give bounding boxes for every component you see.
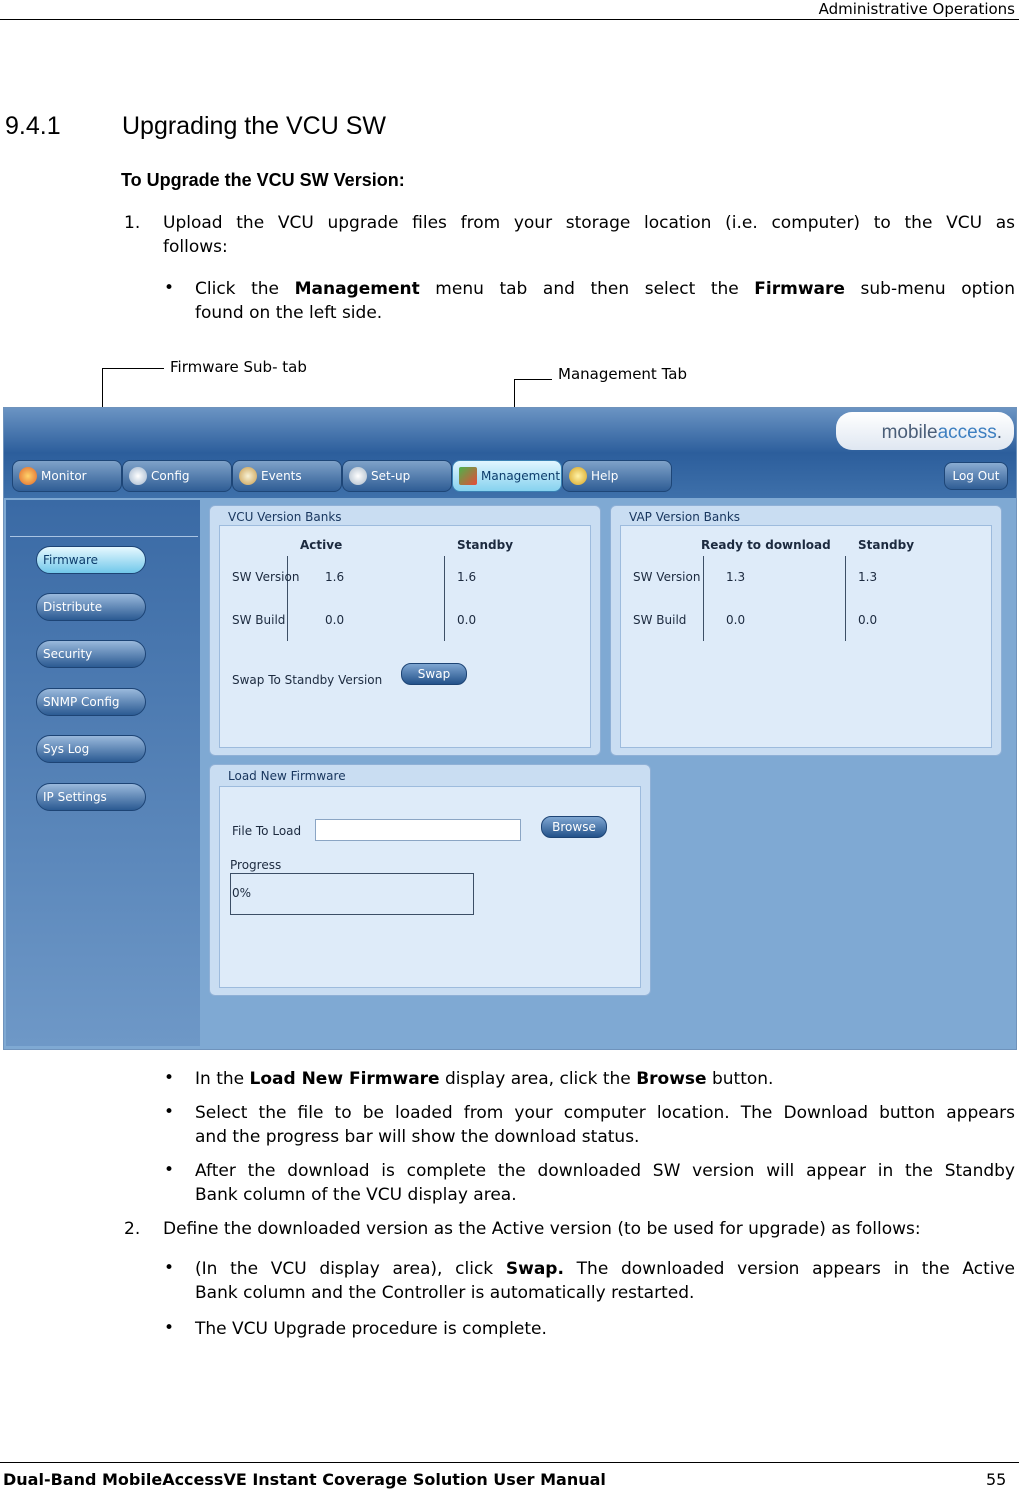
bullet-marker: •: [164, 1258, 175, 1278]
bullet-marker: •: [164, 1160, 175, 1180]
vap-panel-body: [620, 525, 992, 748]
top-bar: [4, 408, 1016, 498]
vcu-standby-sw-version: 1.6: [457, 570, 477, 584]
sidebar-divider: [10, 536, 198, 537]
bullet2-bold-load: Load New Firmware: [249, 1069, 440, 1089]
tab-events[interactable]: [232, 460, 342, 492]
vcu-row-sw-build-label: SW Build: [232, 613, 286, 627]
vcu-panel-title: VCU Version Banks: [228, 510, 342, 524]
logo-text: [882, 422, 1002, 444]
sidebar-item-ip-settings[interactable]: IP Settings: [36, 783, 146, 811]
progress-value: 0%: [232, 886, 252, 900]
callout-management: Management Tab: [558, 365, 687, 383]
sidebar-item-sys-log[interactable]: Sys Log: [36, 735, 146, 763]
step1-line1: Upload the VCU upgrade files from your storage location (i.e. computer) to the VCU as: [163, 213, 1015, 233]
tab-config-label: Config: [151, 469, 190, 483]
bullet3-line1: Select the file to be loaded from your computer location. The Download button appears: [195, 1103, 1015, 1123]
step2-number: 2.: [124, 1219, 141, 1239]
wrench-icon: [129, 467, 147, 485]
header-rule: [0, 19, 1019, 20]
vap-col-standby: Standby: [858, 538, 915, 552]
management-icon: [459, 467, 477, 485]
tab-help[interactable]: [562, 460, 672, 492]
vcu-version-banks-panel: [209, 505, 601, 756]
vcu-divider-2: [444, 556, 445, 641]
section-number: 9.4.1: [5, 112, 61, 140]
vap-row-sw-version-label: SW Version: [633, 570, 701, 584]
footer-title: Dual-Band MobileAccessVE Instant Coverage Solution User Manual: [3, 1470, 606, 1489]
tab-help-label: Help: [591, 469, 619, 483]
vap-ready-sw-version: 1.3: [726, 570, 746, 584]
bullet5-line2: Bank column and the Controller is automatically restarted.: [195, 1283, 695, 1303]
vap-standby-sw-version: 1.3: [858, 570, 878, 584]
sidebar-item-distribute[interactable]: Distribute: [36, 593, 146, 621]
bullet1-bold-management: Management: [294, 279, 420, 299]
logo-text-b: access: [937, 422, 997, 443]
file-to-load-input[interactable]: [315, 819, 521, 841]
swap-label: Swap To Standby Version: [232, 673, 383, 687]
bullet2-text-b: display area, click the: [439, 1069, 637, 1089]
swap-button[interactable]: Swap: [401, 663, 467, 685]
vcu-col-active: Active: [300, 538, 343, 552]
vcu-active-sw-version: 1.6: [325, 570, 345, 584]
vcu-active-sw-build: 0.0: [325, 613, 345, 627]
bullet5-line1: [195, 1257, 1015, 1281]
load-new-firmware-panel: [209, 764, 651, 996]
bullet-marker: •: [164, 1068, 175, 1088]
bullet1-text-b: menu tab and then select the: [419, 279, 755, 299]
logout-button[interactable]: Log Out: [944, 462, 1008, 490]
bullet1-text-a: Click the: [195, 279, 295, 299]
vap-divider-2: [845, 556, 846, 641]
vap-divider-1: [703, 556, 704, 641]
sidebar-item-security[interactable]: Security: [36, 640, 146, 668]
bullet2: [195, 1067, 773, 1091]
bullet-marker: •: [164, 278, 175, 298]
bullet4-line1: After the download is complete the downloaded SW version will appear in the Standby: [195, 1161, 1015, 1181]
bullet1-line2: found on the left side.: [195, 303, 383, 323]
step1-line2: follows:: [163, 237, 228, 257]
load-panel-body: [219, 786, 641, 988]
callout-management-line-h: [514, 379, 552, 380]
bullet2-bold-browse: Browse: [636, 1069, 707, 1089]
vcu-row-sw-version-label: SW Version: [232, 570, 300, 584]
vcu-col-standby: Standby: [457, 538, 514, 552]
mobileaccess-logo: [836, 412, 1014, 450]
bullet5-bold-swap: Swap.: [505, 1259, 564, 1279]
monitor-icon: [19, 467, 37, 485]
bullet3-line2: and the progress bar will show the download status.: [195, 1127, 640, 1147]
tab-events-label: Events: [261, 469, 302, 483]
tab-setup[interactable]: [342, 460, 452, 492]
vcu-panel-body: [219, 525, 591, 748]
bullet6: The VCU Upgrade procedure is complete.: [195, 1319, 547, 1339]
tab-config[interactable]: [122, 460, 232, 492]
vcu-standby-sw-build: 0.0: [457, 613, 477, 627]
callout-firmware: Firmware Sub- tab: [170, 358, 307, 376]
bullet2-text-a: In the: [195, 1069, 250, 1089]
vap-panel-title: VAP Version Banks: [629, 510, 741, 524]
bullet-marker: •: [164, 1318, 175, 1338]
bullet1-bold-firmware: Firmware: [754, 279, 845, 299]
bullet2-text-c: button.: [706, 1069, 774, 1089]
running-header: Administrative Operations: [818, 0, 1015, 18]
page-number: 55: [986, 1470, 1007, 1489]
browse-button[interactable]: Browse: [541, 816, 607, 838]
vap-version-banks-panel: [610, 505, 1002, 756]
bullet5-text-b: The downloaded version appears in the Active: [563, 1259, 1015, 1279]
bullet4-line2: Bank column of the VCU display area.: [195, 1185, 517, 1205]
logo-text-a: mobile: [881, 422, 938, 443]
events-icon: [239, 467, 257, 485]
callout-firmware-line-h: [102, 368, 164, 369]
tools-icon: [349, 467, 367, 485]
bullet1-text-c: sub-menu option: [844, 279, 1015, 299]
tab-management[interactable]: [452, 460, 562, 492]
sidebar: [6, 500, 200, 1046]
step2-text: Define the downloaded version as the Active version (to be used for upgrade) as follows:: [163, 1219, 921, 1239]
vap-ready-sw-build: 0.0: [726, 613, 746, 627]
tab-setup-label: Set-up: [371, 469, 411, 483]
vap-standby-sw-build: 0.0: [858, 613, 878, 627]
section-heading: [5, 112, 386, 141]
load-panel-title: Load New Firmware: [228, 769, 346, 783]
vcu-divider-1: [287, 556, 288, 641]
bullet1-line1: [195, 277, 1015, 301]
app-screenshot: [3, 407, 1017, 1050]
help-book-icon: [569, 467, 587, 485]
progress-label: Progress: [230, 858, 282, 872]
tab-monitor[interactable]: [12, 460, 122, 492]
progress-bar: [230, 873, 474, 915]
footer-rule: [0, 1462, 1019, 1463]
step1-number: 1.: [124, 213, 141, 233]
logo-text-c: .: [996, 422, 1002, 443]
bullet5-text-a: (In the VCU display area), click: [195, 1259, 506, 1279]
sidebar-item-firmware[interactable]: Firmware: [36, 546, 146, 574]
vap-row-sw-build-label: SW Build: [633, 613, 687, 627]
procedure-title: To Upgrade the VCU SW Version:: [121, 170, 405, 190]
sidebar-item-snmp-config[interactable]: SNMP Config: [36, 688, 146, 716]
tab-monitor-label: Monitor: [41, 469, 87, 483]
tab-management-label: Management: [481, 469, 561, 483]
vap-col-ready: Ready to download: [701, 538, 831, 552]
bullet-marker: •: [164, 1102, 175, 1122]
section-title: Upgrading the VCU SW: [122, 112, 387, 140]
file-to-load-label: File To Load: [232, 824, 302, 838]
